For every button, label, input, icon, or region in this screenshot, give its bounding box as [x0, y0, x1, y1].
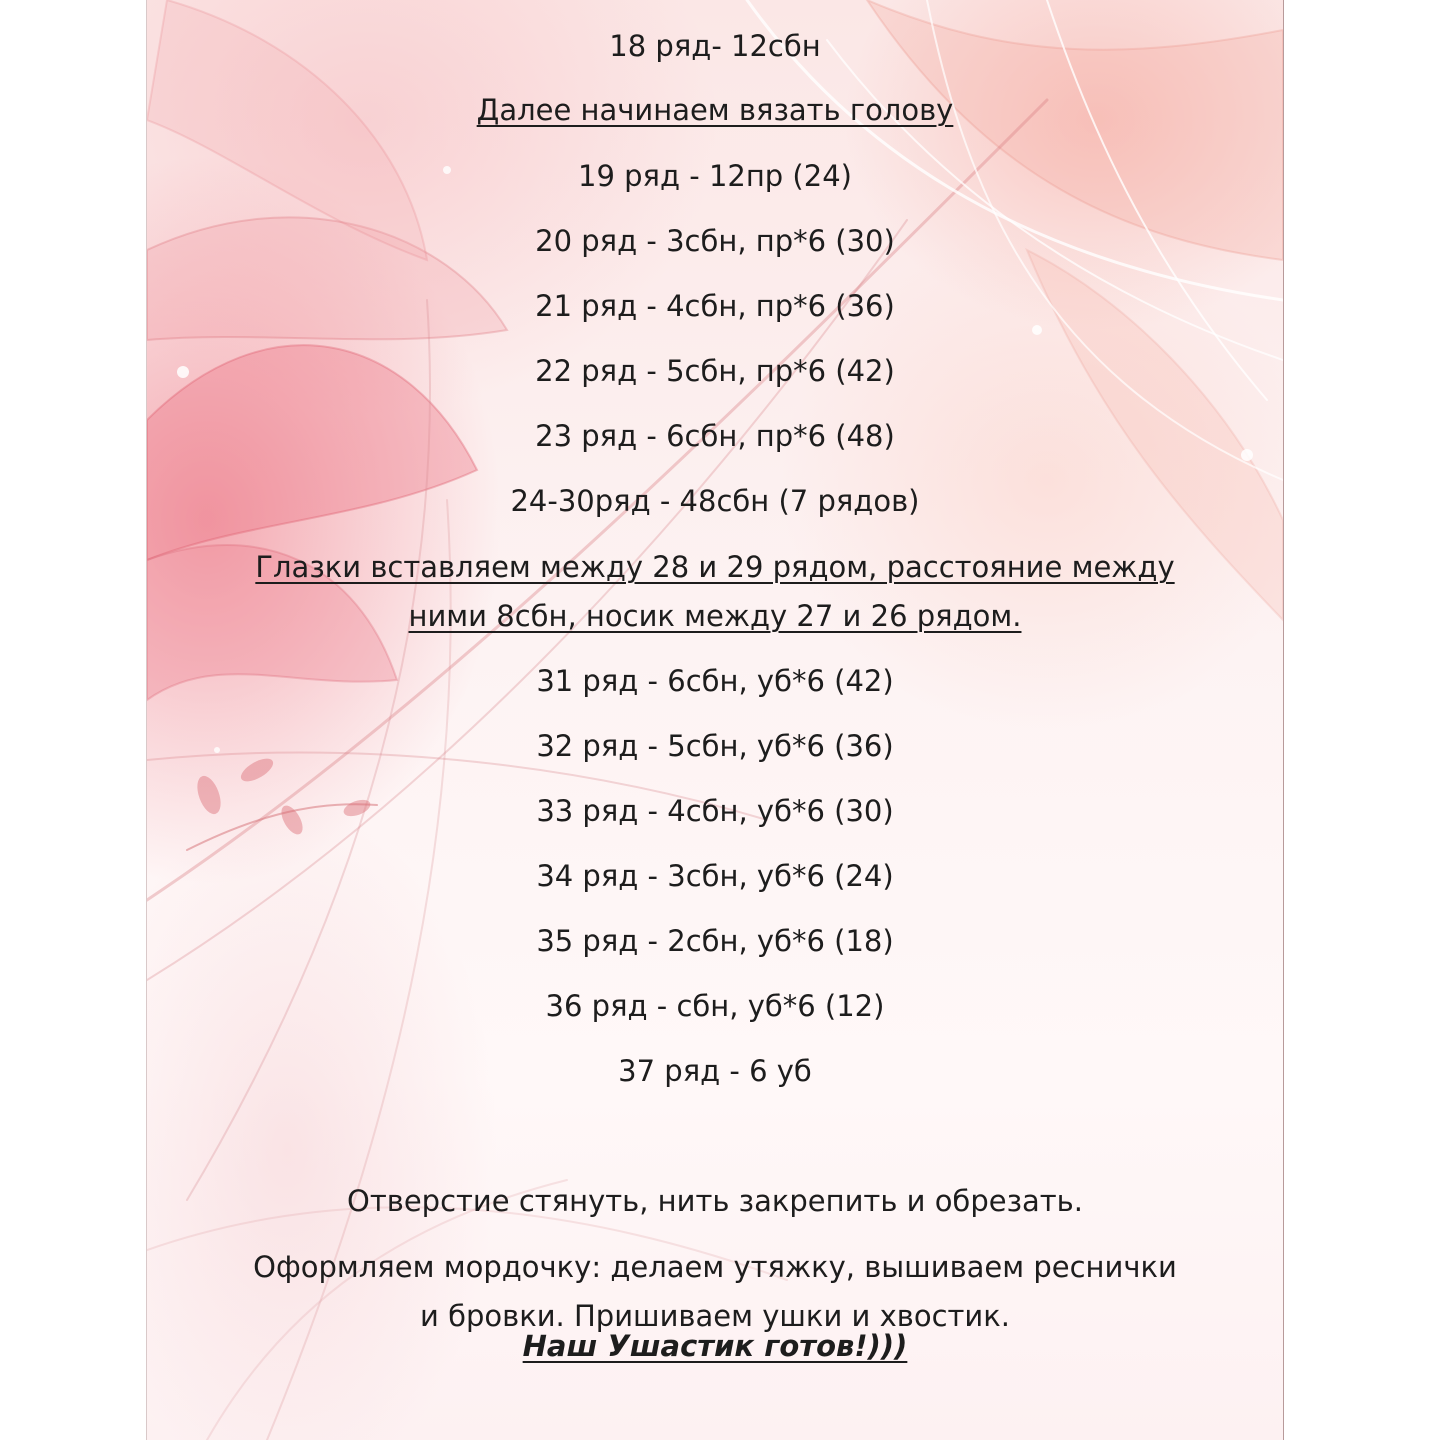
row-line: 32 ряд - 5сбн, уб*6 (36) [536, 729, 894, 763]
row-line: 37 ряд - 6 уб [618, 1054, 812, 1088]
eyes-note-line: ними 8сбн, носик между 27 и 26 рядом. [408, 599, 1022, 633]
pattern-text [147, 0, 1283, 1440]
row-line: 35 ряд - 2сбн, уб*6 (18) [536, 924, 894, 958]
final-line: Наш Ушастик готов!))) [522, 1329, 908, 1363]
row-line: 24-30ряд - 48сбн (7 рядов) [510, 484, 920, 518]
row-line: 21 ряд - 4сбн, пр*6 (36) [535, 289, 895, 323]
document-page [146, 0, 1284, 1440]
face-note-line: и бровки. Пришиваем ушки и хвостик. [420, 1299, 1010, 1333]
finish-note: Отверстие стянуть, нить закрепить и обрезать. [347, 1184, 1083, 1218]
row-line: 18 ряд- 12сбн [609, 29, 821, 63]
row-line: 36 ряд - сбн, уб*6 (12) [545, 989, 885, 1023]
row-line: 31 ряд - 6сбн, уб*6 (42) [536, 664, 894, 698]
face-note-line: Оформляем мордочку: делаем утяжку, вышиваем реснички [253, 1250, 1177, 1284]
row-line: 23 ряд - 6сбн, пр*6 (48) [535, 419, 895, 453]
row-line: 19 ряд - 12пр (24) [578, 159, 852, 193]
section-heading: Далее начинаем вязать голову [476, 93, 954, 127]
row-line: 34 ряд - 3сбн, уб*6 (24) [536, 859, 894, 893]
row-line: 22 ряд - 5сбн, пр*6 (42) [535, 354, 895, 388]
row-line: 20 ряд - 3сбн, пр*6 (30) [535, 224, 895, 258]
row-line: 33 ряд - 4сбн, уб*6 (30) [536, 794, 894, 828]
eyes-note-line: Глазки вставляем между 28 и 29 рядом, расстояние между [255, 550, 1175, 584]
